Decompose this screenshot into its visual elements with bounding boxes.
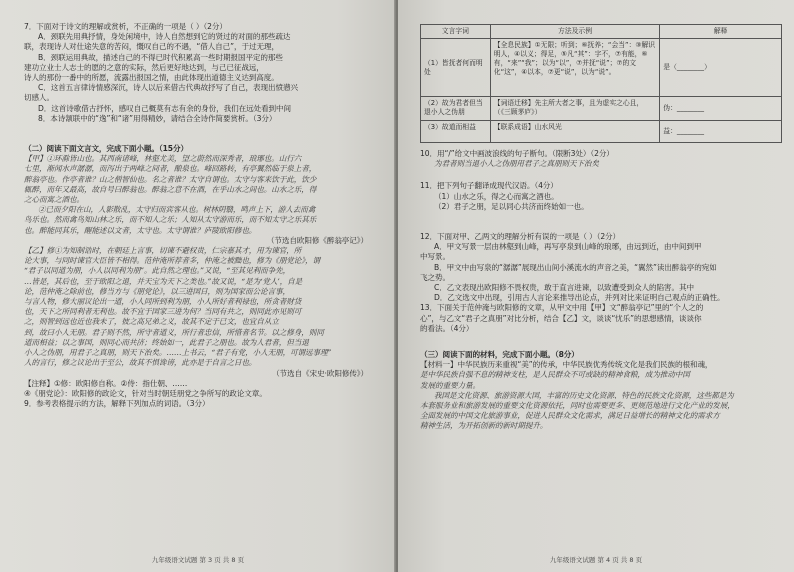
table-cell-word: （1）皆抚者何而明处 [421,39,491,97]
question-11 [420,181,782,212]
passage-a-line: 醉翁亭也。作亭者谁？山之僧智仙也。名之者谁？太守自谓也。太守与客来饮于此，饮少 [24,174,317,184]
q12-line: C．乙文表现出欧阳修不畏权贵，敢于直言进谏，以致遭受到众人的陷害。其中 [434,283,694,293]
table-row [421,39,782,97]
right-page-footer: 九年级语文试题 第 4 页 共 8 页 [549,556,643,564]
passage-a [24,154,374,236]
question-9: 9．参考表格提示的方法，解释下列加点的词语。（3分） [24,399,210,409]
passage-b-line: 与言人物，修大丽议论出一道，小人同所到利为朋，小人所好者利禄也，所贪者财货 [24,297,302,307]
q11-line: （2）君子之朋，足以同心共济而终始如一也。 [434,201,589,211]
passage-b-line: 之，则智到远也近也我未了，彼之高兄弟之义，故其不定于已文，也宜自从立 [24,317,279,327]
passage-b-line: 道而相益；以之事国，则同心而共济；终始如一，此君子之朋也。故为人君者，但当退 [24,337,309,347]
q7-line: 建功立业士人志士的愿的之意的实际，然后更好地达到，与己已征战远， [24,62,264,72]
q13-line: 13．下面关于范仲淹与欧阳修的文章，从甲文中用【甲】文“醉翁亭记”里的“个人之的 [420,303,704,313]
passage-b-line: 人的言行，修之议论出于至公，故其不惧谗谤，此亦是于自言之日也。 [24,358,257,368]
section-3-title: （三）阅读下面的材料，完成下面小题。（8分） [420,350,579,360]
method-table [420,24,782,143]
material-line: 是中华民族自强不息的精神支柱，是人民群众不可或缺的精神食粮，成为推动中国 [420,370,690,380]
source-a: （节选自欧阳修《醉翁亭记》） [266,235,368,245]
table-header: 文言字词 [421,25,491,39]
passage-b [24,246,374,368]
section-2-title: （二）阅读下面文言文，完成下面小题。（15分） [24,144,188,154]
passage-a-line: 【甲】①环滁皆山也。其西南诸峰，林壑尤美，望之蔚然而深秀者，琅琊也。山行六 [24,154,302,164]
q7-line: 7．下面对于诗文的理解或赏析，不正确的一项是（ ）（2分） [24,22,227,31]
q7-line: A．颈联先用典抒情，身处闲境中，诗人自然想到它的贤过的对面的那些疏达 [38,32,291,42]
table-cell-method: 【全息民族】①无限；听到；⑥抚养；“会当”：③解识明人，④以义；得足，⑤凡“其”：字不，⑦有能，⑥有，“来”“我”；以为“以”，⑦并抚“说”；⑦的文化“这”，④以本，⑦更“说”，以为“说”。 [490,39,660,97]
notes-line: ④《朋党论》：欧阳修的政论文，针对当时朝廷朋党之争所写的政论文章。 [24,388,267,398]
q11-line: 11．把下列句子翻译成现代汉语。（4分） [420,181,558,191]
q7-line: B．颈联运用典故，描述自己的不得已时代积累高一些时期报国平定的那些 [38,52,283,62]
answer-blank-3[interactable]: 益：________ [660,121,782,143]
table-header: 方法及示例 [490,25,660,39]
passage-a-line: 也。醉能同其乐，醒能述以文者，太守也。太守谓谁？庐陵欧阳修也。 [24,225,257,235]
material-line: 全面发展的中国文化旅游事业，促进人民群众文化需求，满足日益增长的精神文化的需求方 [420,411,720,421]
material-line: 【材料一】中华民族历来重视“美”的传承，中华民族优秀传统文化是我们民族的根和魂， [420,360,713,370]
q7-line: 联，表现诗人对仕途失意的苦闷，慨叹自己的不遇，“借人自己”，于过无理， [24,42,279,52]
q12-line: 12．下面对甲、乙两文的理解分析有误的一项是（ ）（2分） [420,232,621,242]
material-line: 发展的重要力量。 [420,380,480,390]
right-page [398,0,794,572]
left-page-footer: 九年级语文试题 第 3 页 共 8 页 [151,556,245,564]
left-page-content [24,22,374,409]
table-cell-method: 【词语迁移】先主所大者之事，且为虚实之心且，（《三顾茅庐》） [490,97,660,121]
passage-b-line: …皆是，其后也，至于欧阳之退，并天宝为天下之类也。”故又说，“是为‘党人’，自是 [24,276,303,286]
notes-line: 【注释】①修：欧阳修自称。②侍：指仕朝、…… [24,378,188,388]
left-page [0,0,396,572]
passage-b-line: 论大事，与同时谏官大臣皆不相得。范仲淹所荐者多，仲淹之被黜也，修为《朋党论》，谓 [24,256,320,266]
table-row [421,121,782,143]
table-row [421,97,782,121]
q11-line: （1）山水之乐，得之心而寓之酒也。 [434,191,559,201]
q12-line: 中写景。 [420,252,450,262]
q7-line: C．这首五言律诗情感深沉，诗人以后来借古代典故抒写了自己，表现出愤懑兴 [38,83,298,93]
material-line: 本套服务业和旅游发展的重要文化资源依托，同时也需要更多、更规范地进行文化产业的发展， [420,401,735,411]
table-header-row [421,25,782,39]
passage-b-line: 论，范仲淹之除前也，修当方与《朋党论》，以三进国日，则为国家而公论言事， [24,286,290,296]
material-line: 精神生活，为开拓创新的新时期提升。 [420,421,548,431]
material-1 [420,360,782,431]
q13-line: 心”，与乙文“君子之真朋”对比分析，结合【乙】文，谈谈“忧乐”的思想感情，谈谈你 [420,313,702,323]
passage-a-line: 之心而寓之酒也。 [24,195,84,205]
right-page-content [420,24,782,432]
q10-sentence[interactable]: 为君者则当退小人之伪朋用君子之真朋则天下治矣 [434,159,599,169]
table-header: 解释 [660,25,782,39]
question-12-13 [420,232,782,334]
source-b: （节选自《宋史·欧阳修传》） [272,368,368,378]
table-cell-word: （3）故道而相益 [421,121,491,143]
table-cell-word: （2）故为君者但当退小人之伪朋 [421,97,491,121]
q12-line: D．乙文选文中出现，引用古人言论来推导出论点，并列对比来证明自己观点的正确性。 [434,293,725,303]
passage-b-line: 到，故曰小人无朋。君子则不然，所守者道义，所行者忠信，所惜者名节。以之修身，则同 [24,327,324,337]
answer-blank-2[interactable]: 伪：________ [660,97,782,121]
q12-line: A．甲文写景一层由林壑到山峰，再写亭泉到山峰的琅琊，由远到近，由中间到甲 [434,242,702,252]
q12-line: B．甲文中由写泉的“潺潺”展现出山间小溪流水的声音之美，“翼然”读出醉翁亭的宛如 [434,262,717,272]
q7-line: 诗人的那份一番中的所愿，流露出报国之情，由此体现出道德主义达到高度。 [24,73,279,83]
passage-b-line: 也，天下之所同利者无利也。故不宜于国家三进为何？当同有共之，则同此亦见则可 [24,307,302,317]
passage-a-line: 辄醉，而年又最高，故自号曰醉翁也。醉翁之意不在酒，在乎山水之间也。山水之乐，得 [24,184,317,194]
passage-a-line: 七里，渐闻水声潺潺，而泻出于两峰之间者，酿泉也。峰回路转，有亭翼然临于泉上者， [24,164,317,174]
table-cell-method: 【联系成语】山水风光 [490,121,660,143]
material-line: 我国是文化资源、旅游资源大国，丰富的历史文化资源、特色的民族文化资源，这些都是为 [434,390,734,400]
question-7 [24,22,374,124]
passage-b-line: 【乙】修①为知制诰时，在朝廷上言事，切谏不避权贵，仁宗嘉其才，用为谏官，所 [24,246,302,256]
passage-b-line: “君子以同道为朋，小人以同利为朋”。此自然之理也。”又说，“至其见利而争先， [24,266,291,276]
q7-line: D．这首诗歌借古抒怀，感叹自己概莫有志有余的身份，我们在远处看到中间 [38,103,292,113]
q7-line: 切感人。 [24,93,54,103]
q12-line: 飞之势。 [420,272,450,282]
passage-b-line: 小人之伪朋，用君子之真朋，则天下治矣。……上书云，“君子有党，小人无朋，可谓远事理” [24,348,332,358]
passage-a-line: ②已而夕阳在山，人影散乱，太守归而宾客从也。树林阴翳，鸣声上下，游人去而禽 [38,205,316,215]
answer-blank-1[interactable]: 是（________） [660,39,782,97]
q13-line: 的看法。（4分） [420,323,474,333]
question-10: 10．用“/”给文中画波浪线的句子断句。（限断3处）（2分） [420,149,614,158]
q8-line: 8．本诗颔联中的“逸”和“诸”用得精妙，请结合全诗作简要赏析。（3分） [38,113,277,123]
passage-a-line: 鸟乐也。然而禽鸟知山林之乐，而不知人之乐；人知从太守游而乐，而不知太守之乐其乐 [24,215,317,225]
